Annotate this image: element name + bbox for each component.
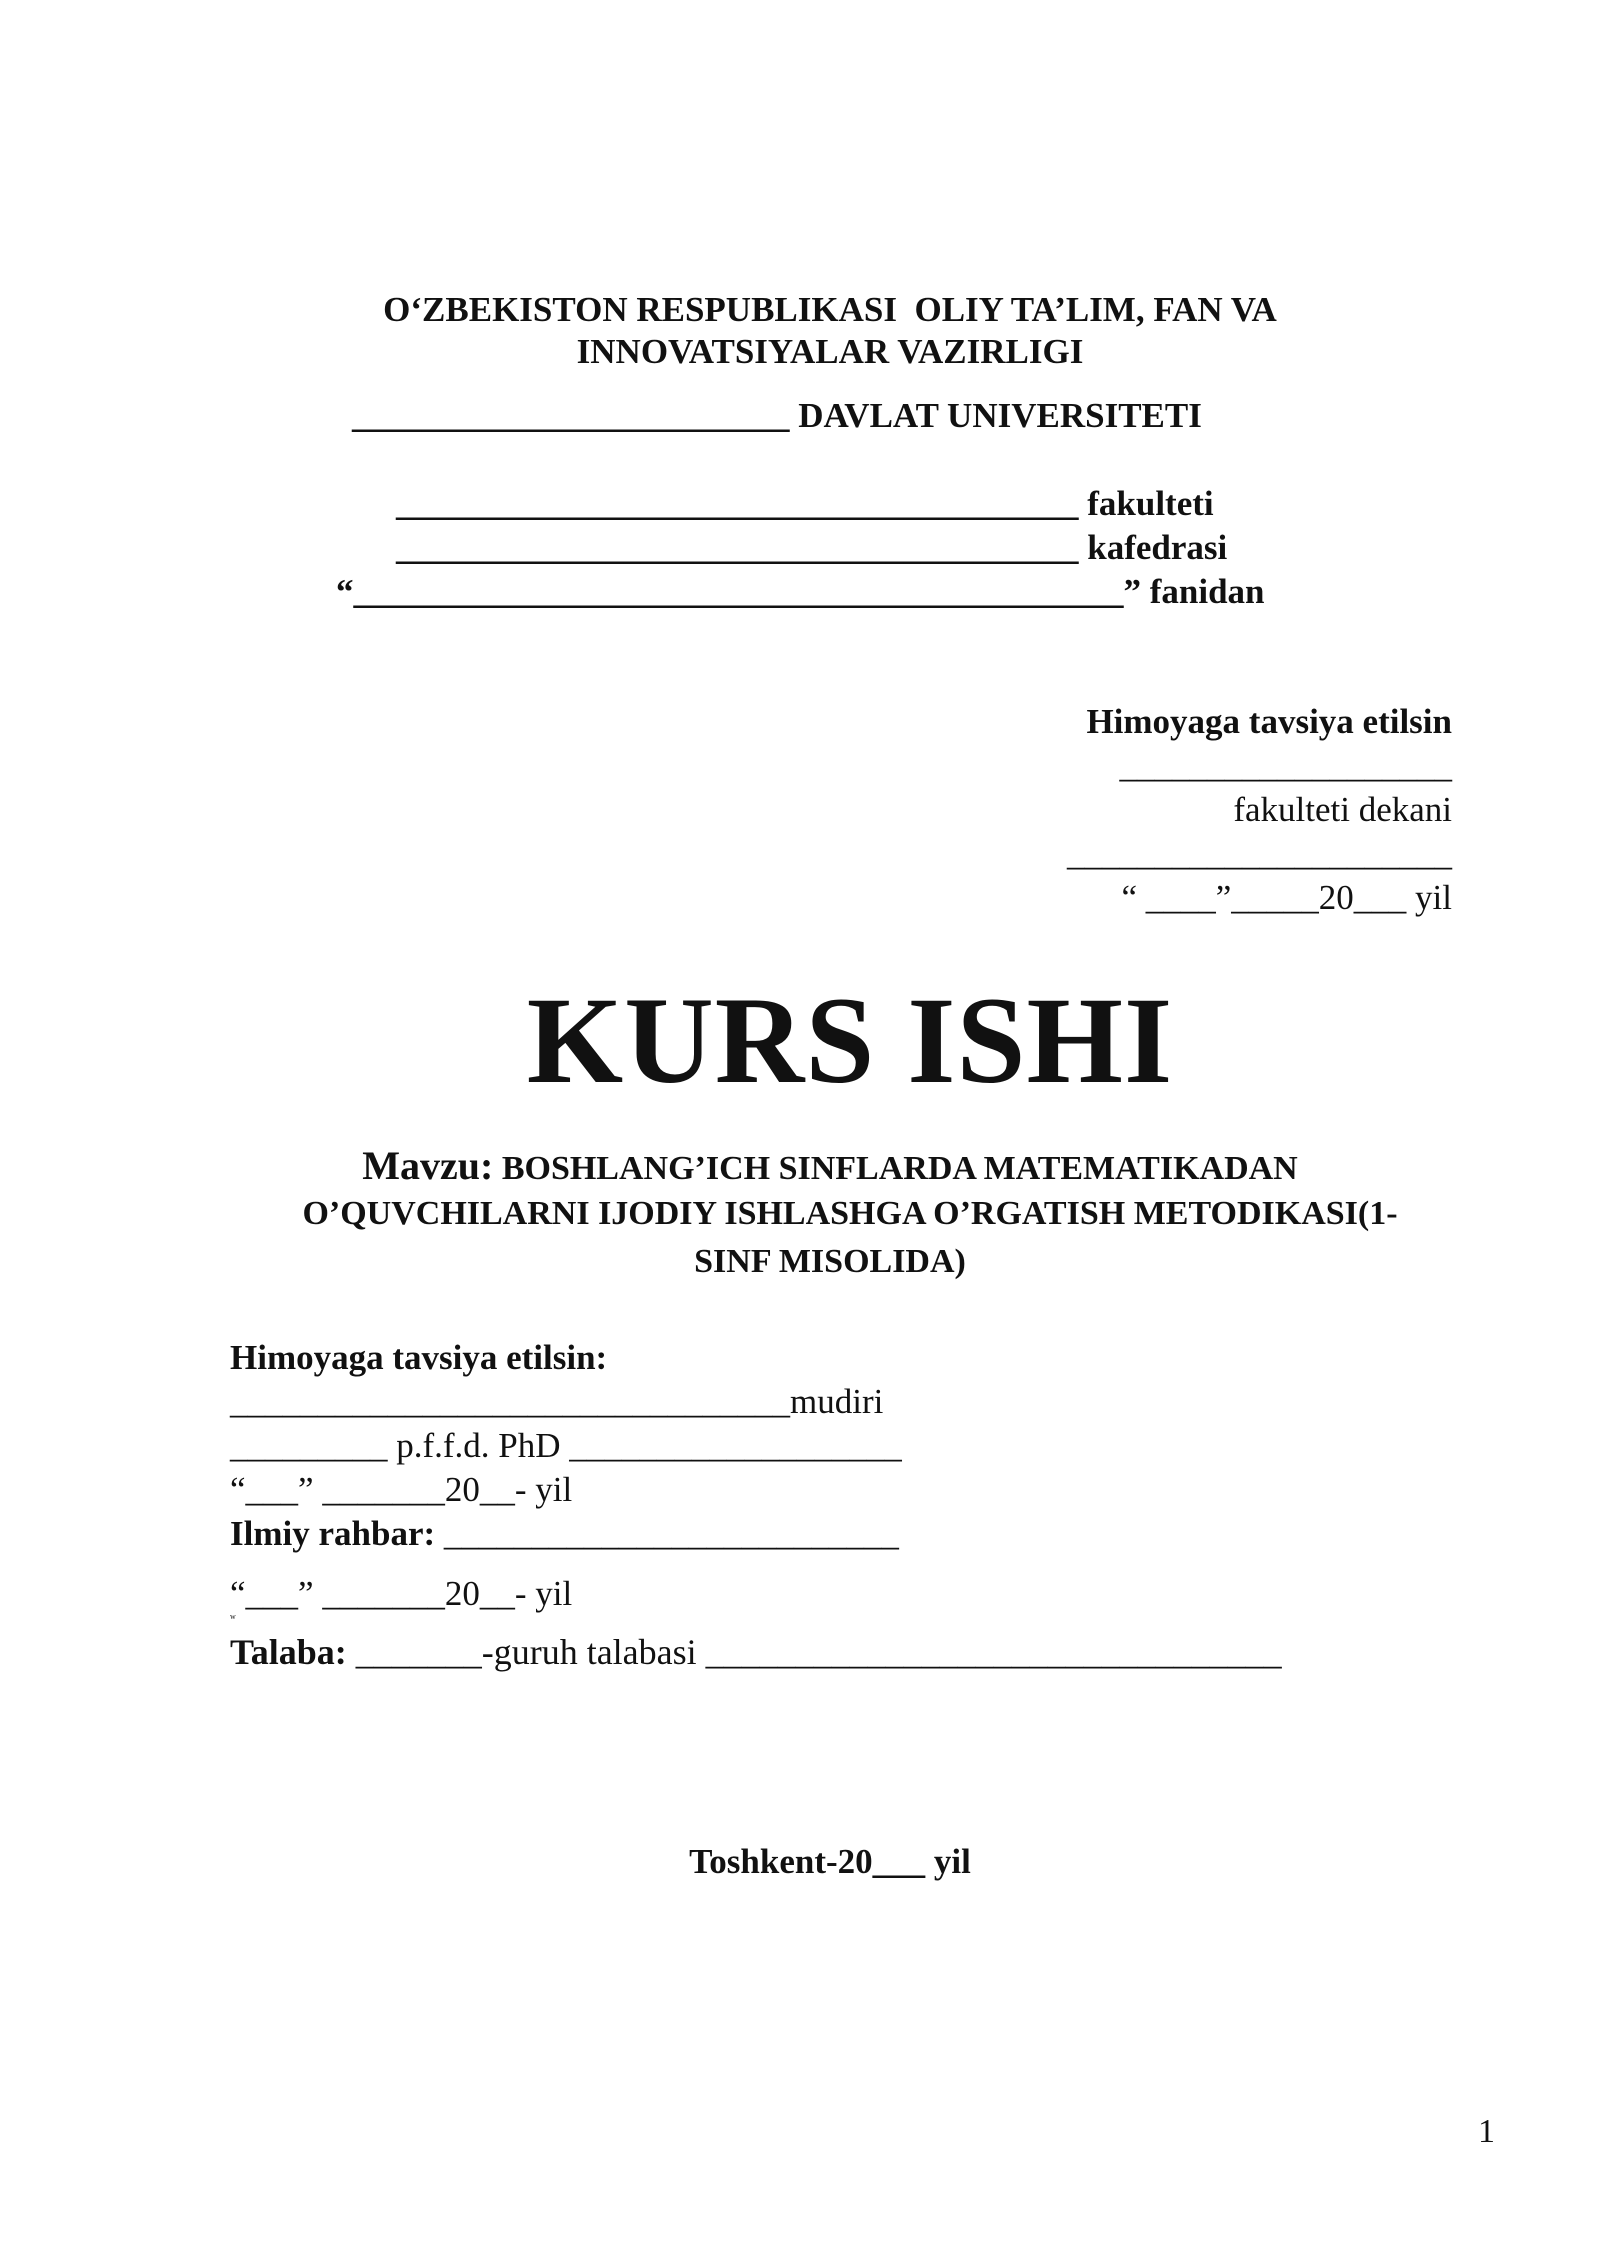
document-title: KURS ISHI (526, 972, 1174, 1109)
approval-top-date: “ ____”_____20___ yil (1121, 878, 1452, 917)
student-label: Talaba: (230, 1632, 347, 1672)
approval-bottom-date-2: “___” _______20__- yil (230, 1574, 573, 1613)
topic-line-1-text: BOSHLANG’ICH SINFLARDA MATEMATIKADAN (493, 1150, 1298, 1187)
department-head-line: ________________________________mudiri (230, 1382, 884, 1421)
subject-line: “____________________________________________” fanidan (336, 572, 1265, 611)
advisor-label: Ilmiy rahbar: (230, 1514, 436, 1553)
phd-line: _________ p.f.f.d. PhD ___________________ (230, 1426, 902, 1465)
department-line: _______________________________________ kafedrasi (396, 528, 1228, 567)
approval-top-blank-2: ______________________ (1067, 834, 1452, 873)
student-line (230, 1630, 1282, 1674)
ministry-line-2: INNOVATSIYALAR VAZIRLIGI (576, 332, 1084, 371)
topic-line-1 (0, 1144, 1600, 1191)
small-mark: w (230, 1612, 236, 1621)
topic-line-3: SINF MISOLIDA) (694, 1243, 966, 1280)
approval-top-heading: Himoyaga tavsiya etilsin (1086, 702, 1452, 741)
dean-label: fakulteti dekani (1233, 790, 1452, 829)
approval-bottom-date-1: “___” _______20__- yil (230, 1470, 573, 1509)
approval-bottom-heading: Himoyaga tavsiya etilsin: (230, 1338, 608, 1377)
student-line-text: _______-guruh talabasi ________________________________ (346, 1632, 1282, 1672)
university-line: _________________________ DAVLAT UNIVERSITETI (352, 396, 1202, 435)
ministry-line-1: O‘ZBEKISTON RESPUBLIKASI OLIY TA’LIM, FAN VA (383, 290, 1277, 329)
advisor-line (230, 1512, 899, 1556)
page-number: 1 (1478, 2113, 1495, 2150)
topic-line-2: O’QUVCHILARNI IJODIY ISHLASHGA O’RGATISH METODIKASI(1- (302, 1195, 1398, 1232)
approval-top-blank-1: ___________________ (1119, 746, 1452, 785)
advisor-blank: __________________________ (435, 1514, 899, 1553)
faculty-line: _______________________________________ fakulteti (396, 484, 1214, 523)
city-year: Toshkent-20___ yil (689, 1842, 971, 1881)
topic-key: Mavzu: (362, 1143, 494, 1188)
